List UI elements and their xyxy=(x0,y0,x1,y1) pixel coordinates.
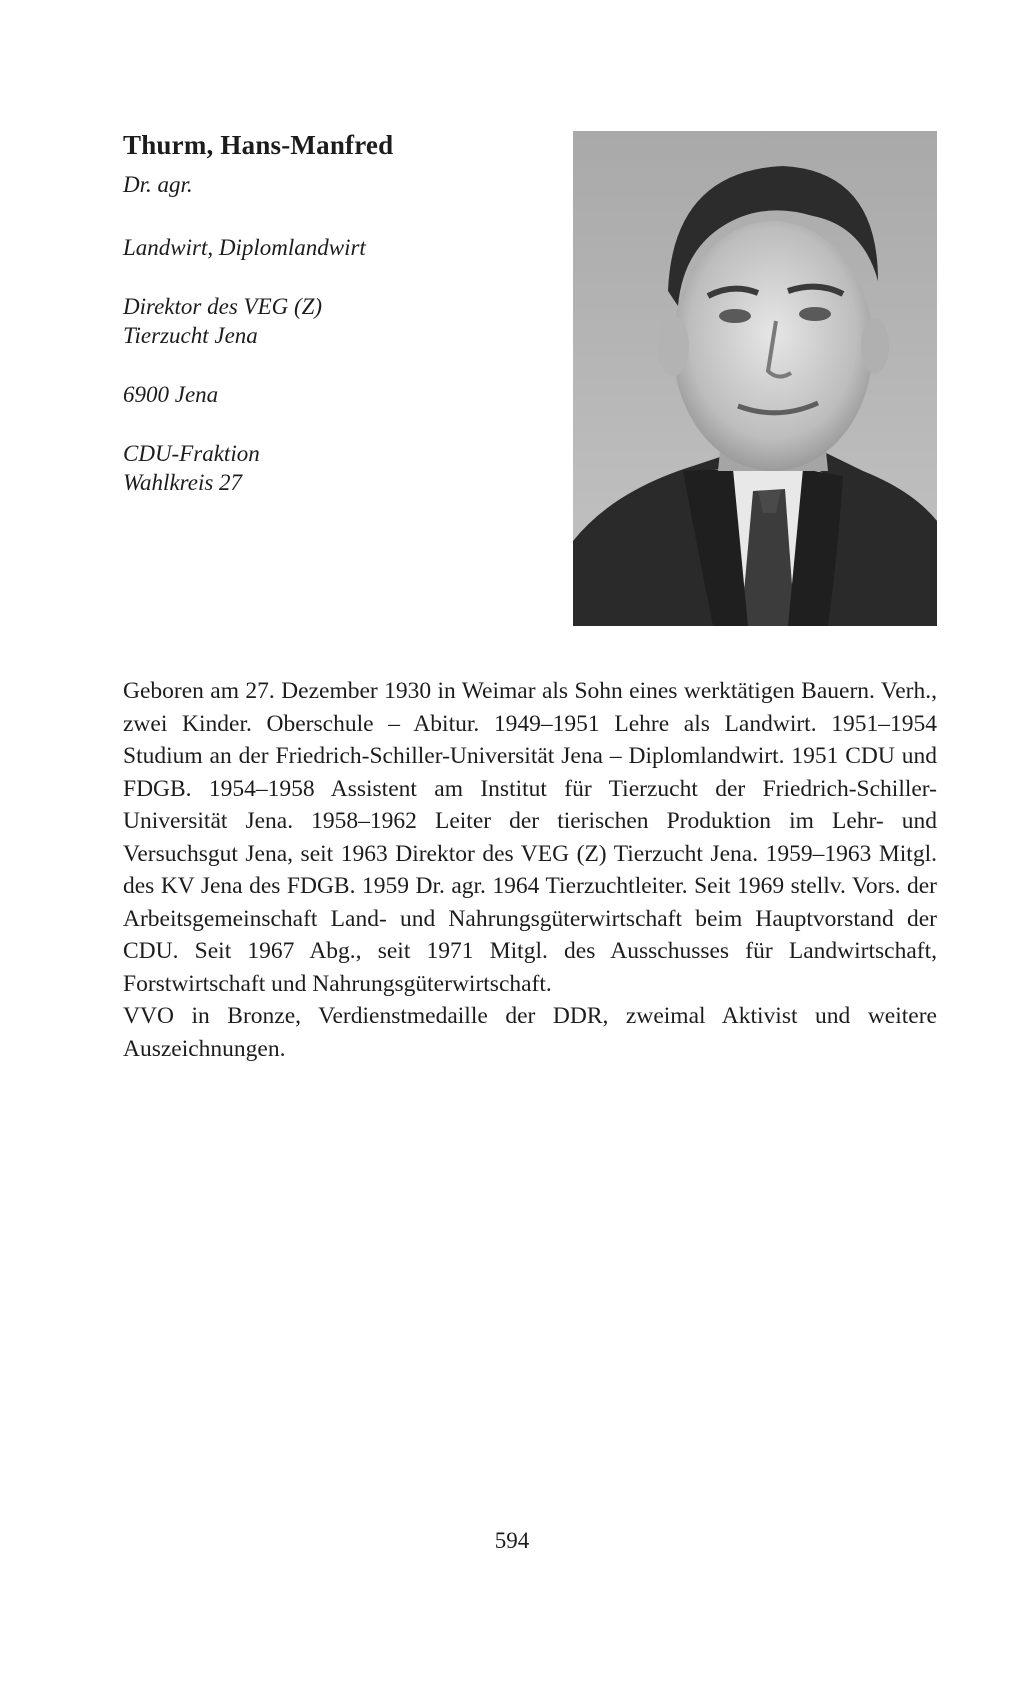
position-line-1: Direktor des VEG (Z) xyxy=(123,294,323,319)
page-number: 594 xyxy=(494,1528,530,1553)
portrait-photo xyxy=(573,131,937,626)
profession: Landwirt, Diplomlandwirt xyxy=(123,235,366,260)
person-details xyxy=(123,170,543,497)
person-name: Thurm, Hans-Manfred xyxy=(123,130,394,160)
constituency: Wahlkreis 27 xyxy=(123,470,243,495)
biography-paragraph: Geboren am 27. Dezember 1930 in Weimar als Sohn eines werktätigen Bauern. Verh., zwei Kinder. Oberschule – Abitur. 1949–1951 Lehre als Landwirt. 1951–1954 Studium an der Friedrich-Schiller-Universität Jena – Diplomlandwirt. 1951 CDU und FDGB. 1954–1958 Assistent am Institut für Tierzucht der Friedrich-Schiller-Universität Jena. 1958–1962 Leiter der tierischen Produktion im Lehr- und Versuchsgut Jena, seit 1963 Direktor des VEG (Z) Tierzucht Jena. 1959–1963 Mitgl. des KV Jena des FDGB. 1959 Dr. agr. 1964 Tierzuchtleiter. Seit 1969 stellv. Vors. der Arbeitsgemeinschaft Land- und Nahrungsgüterwirtschaft beim Hauptvorstand der CDU. Seit 1967 Abg., seit 1971 Mitgl. des Ausschusses für Landwirtschaft, Forstwirtschaft und Nahrungsgüterwirtschaft. xyxy=(123,678,937,997)
faction: CDU-Fraktion xyxy=(123,441,260,466)
academic-title: Dr. agr. xyxy=(123,172,193,197)
position-line-2: Tierzucht Jena xyxy=(123,323,258,348)
biography xyxy=(123,675,937,1065)
location: 6900 Jena xyxy=(123,382,219,407)
awards-paragraph: VVO in Bronze, Verdienstmedaille der DDR, zweimal Aktivist und weitere Auszeichnungen. xyxy=(123,1003,937,1062)
